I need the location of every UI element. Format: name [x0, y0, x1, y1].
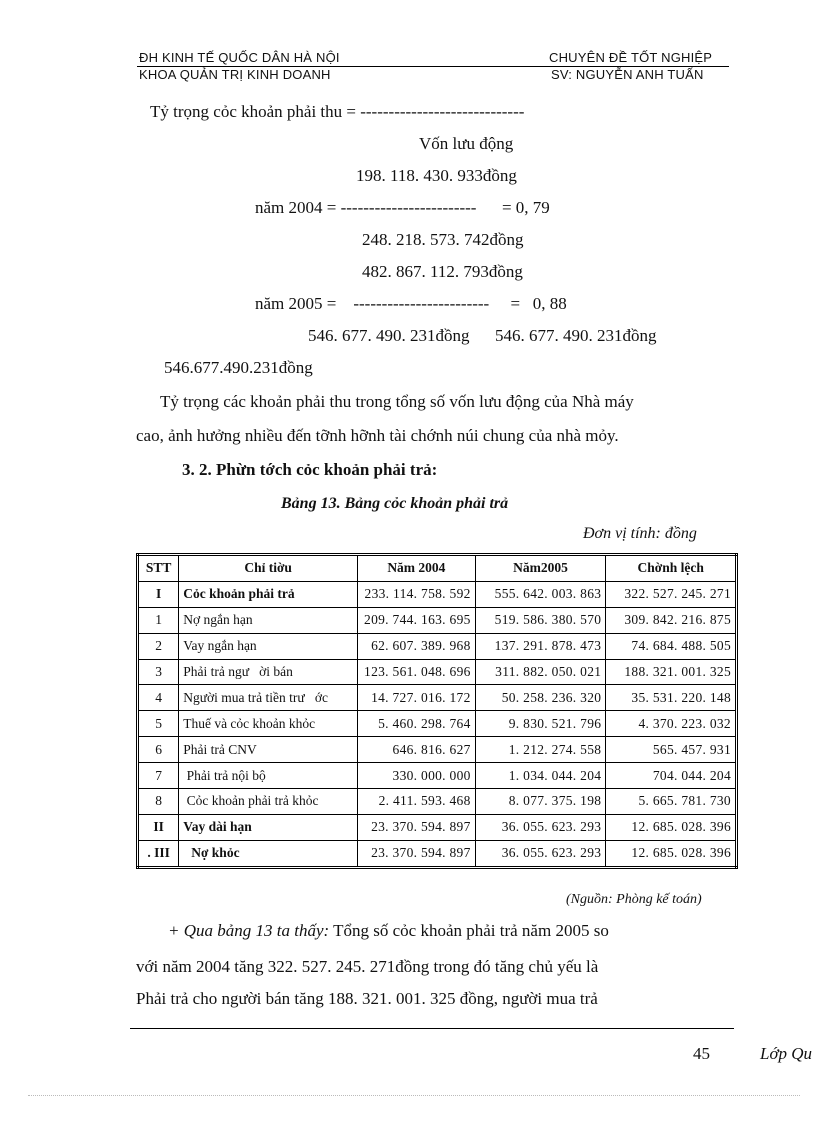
header-student: SV: NGUYỄN ANH TUẤN: [551, 67, 704, 82]
cell-difference: 309. 842. 216. 875: [606, 607, 737, 633]
footer-rule: [130, 1028, 734, 1029]
cell-stt: 2: [138, 633, 179, 659]
table-row: [138, 789, 737, 815]
cell-2005: 555. 642. 003. 863: [475, 581, 606, 607]
paragraph1-line1: Tỷ trọng các khoản phải thu trong tổng số vốn lưu động của Nhà máy: [160, 392, 634, 411]
y2005-denominator: 546. 677. 490. 231đồng 546. 677. 490. 231đồng: [308, 326, 657, 345]
cell-2004: 330. 000. 000: [358, 763, 476, 789]
cell-difference: 704. 044. 204: [606, 763, 737, 789]
col-header-stt: STT: [138, 555, 179, 582]
cell-indicator: Nợ ngắn hạn: [179, 607, 358, 633]
col-header-indicator: Chỉ tiờu: [179, 555, 358, 582]
cell-2004: 233. 114. 758. 592: [358, 581, 476, 607]
cell-difference: 4. 370. 223. 032: [606, 711, 737, 737]
cell-indicator: Phải trả ngư ời bán: [179, 659, 358, 685]
header-university: ĐH KINH TẾ QUỐC DÂN HÀ NỘI: [139, 50, 340, 65]
cell-difference: 565. 457. 931: [606, 737, 737, 763]
cell-indicator: Vay ngắn hạn: [179, 633, 358, 659]
cell-2005: 8. 077. 375. 198: [475, 789, 606, 815]
cell-stt: I: [138, 581, 179, 607]
col-header-2005: Năm2005: [475, 555, 606, 582]
table-row: [138, 737, 737, 763]
paragraph2-line2: với năm 2004 tăng 322. 527. 245. 271đồng trong đó tăng chủ yếu là: [136, 957, 599, 976]
table-row: [138, 659, 737, 685]
cell-stt: 6: [138, 737, 179, 763]
cell-2005: 1. 212. 274. 558: [475, 737, 606, 763]
cell-stt: 1: [138, 607, 179, 633]
cell-indicator: Người mua trả tiền trư ớc: [179, 685, 358, 711]
cell-difference: 188. 321. 001. 325: [606, 659, 737, 685]
formula-denominator-label: Vốn lưu động: [419, 134, 514, 153]
table-row: [138, 685, 737, 711]
cell-stt: 7: [138, 763, 179, 789]
cell-2004: 23. 370. 594. 897: [358, 840, 476, 867]
cell-2005: 9. 830. 521. 796: [475, 711, 606, 737]
page-number: 45: [693, 1044, 710, 1063]
cell-2004: 5. 460. 298. 764: [358, 711, 476, 737]
paragraph2-line3: Phải trả cho người bán tăng 188. 321. 001. 325 đồng, người mua trả: [136, 989, 598, 1008]
cell-difference: 5. 665. 781. 730: [606, 789, 737, 815]
cell-stt: . III: [138, 840, 179, 867]
col-header-difference: Chờnh lệch: [606, 555, 737, 582]
cell-2005: 36. 055. 623. 293: [475, 814, 606, 840]
table-row: [138, 607, 737, 633]
page-bottom-dotted-rule: [28, 1095, 800, 1096]
cell-2005: 137. 291. 878. 473: [475, 633, 606, 659]
footer-class-label: Lớp Qu: [760, 1044, 813, 1063]
cell-2004: 62. 607. 389. 968: [358, 633, 476, 659]
cell-2004: 209. 744. 163. 695: [358, 607, 476, 633]
y2004-numerator: 198. 118. 430. 933đồng: [356, 166, 517, 185]
cell-2004: 123. 561. 048. 696: [358, 659, 476, 685]
paragraph2-line1-rest: Tổng số cỏc khoản phải trả năm 2005 so: [329, 921, 609, 940]
cell-2005: 519. 586. 380. 570: [475, 607, 606, 633]
unit-note: Đơn vị tính: đồng: [583, 525, 697, 542]
cell-stt: 8: [138, 789, 179, 815]
stray-value: 546.677.490.231đồng: [164, 358, 313, 377]
cell-indicator: Nợ khỏc: [179, 840, 358, 867]
cell-indicator: Vay dài hạn: [179, 814, 358, 840]
table-caption: Bảng 13. Bảng cỏc khoản phải trả: [281, 495, 509, 512]
cell-indicator: Cỏc khoản phải trả: [179, 581, 358, 607]
header-faculty: KHOA QUẢN TRỊ KINH DOANH: [139, 67, 331, 82]
paragraph1-line2: cao, ảnh hưởng nhiều đến tỡnh hỡnh tài chớnh núi chung của nhà mỏy.: [136, 426, 619, 445]
table-row: [138, 711, 737, 737]
y2004-ratio-line: năm 2004 = ------------------------ = 0, 79: [255, 198, 550, 217]
section-title: 3. 2. Phừn tớch cỏc khoản phải trả:: [182, 460, 438, 479]
payables-table: [136, 553, 738, 869]
cell-stt: II: [138, 814, 179, 840]
paragraph2-lead: + Qua bảng 13 ta thấy:: [168, 921, 330, 940]
cell-indicator: Cỏc khoản phải trả khỏc: [179, 789, 358, 815]
cell-stt: 5: [138, 711, 179, 737]
y2005-ratio-line: năm 2005 = ------------------------ = 0, 88: [255, 294, 567, 313]
cell-difference: 74. 684. 488. 505: [606, 633, 737, 659]
cell-stt: 4: [138, 685, 179, 711]
table-row: [138, 633, 737, 659]
cell-stt: 3: [138, 659, 179, 685]
cell-difference: 35. 531. 220. 148: [606, 685, 737, 711]
cell-2004: 23. 370. 594. 897: [358, 814, 476, 840]
table-row: [138, 840, 737, 867]
table-row: [138, 763, 737, 789]
cell-indicator: Thuế và cỏc khoản khỏc: [179, 711, 358, 737]
table-row: [138, 581, 737, 607]
col-header-2004: Năm 2004: [358, 555, 476, 582]
cell-2004: 2. 411. 593. 468: [358, 789, 476, 815]
cell-difference: 12. 685. 028. 396: [606, 814, 737, 840]
table-row: [138, 814, 737, 840]
cell-difference: 322. 527. 245. 271: [606, 581, 737, 607]
header-doc-type: CHUYÊN ĐỀ TỐT NGHIỆP: [549, 50, 713, 65]
cell-2005: 311. 882. 050. 021: [475, 659, 606, 685]
cell-2005: 36. 055. 623. 293: [475, 840, 606, 867]
cell-indicator: Phải trả nội bộ: [179, 763, 358, 789]
source-note: (Nguồn: Phòng kế toán): [566, 892, 702, 907]
table-header-row: [138, 555, 737, 582]
paragraph2-line1: [168, 921, 609, 941]
y2004-denominator: 248. 218. 573. 742đồng: [362, 230, 524, 249]
y2005-numerator: 482. 867. 112. 793đồng: [362, 262, 523, 281]
cell-2005: 50. 258. 236. 320: [475, 685, 606, 711]
ratio-formula-line: Tỷ trọng cỏc khoản phải thu = -----------------------------: [150, 102, 525, 121]
cell-difference: 12. 685. 028. 396: [606, 840, 737, 867]
cell-2004: 646. 816. 627: [358, 737, 476, 763]
cell-indicator: Phải trả CNV: [179, 737, 358, 763]
cell-2005: 1. 034. 044. 204: [475, 763, 606, 789]
cell-2004: 14. 727. 016. 172: [358, 685, 476, 711]
